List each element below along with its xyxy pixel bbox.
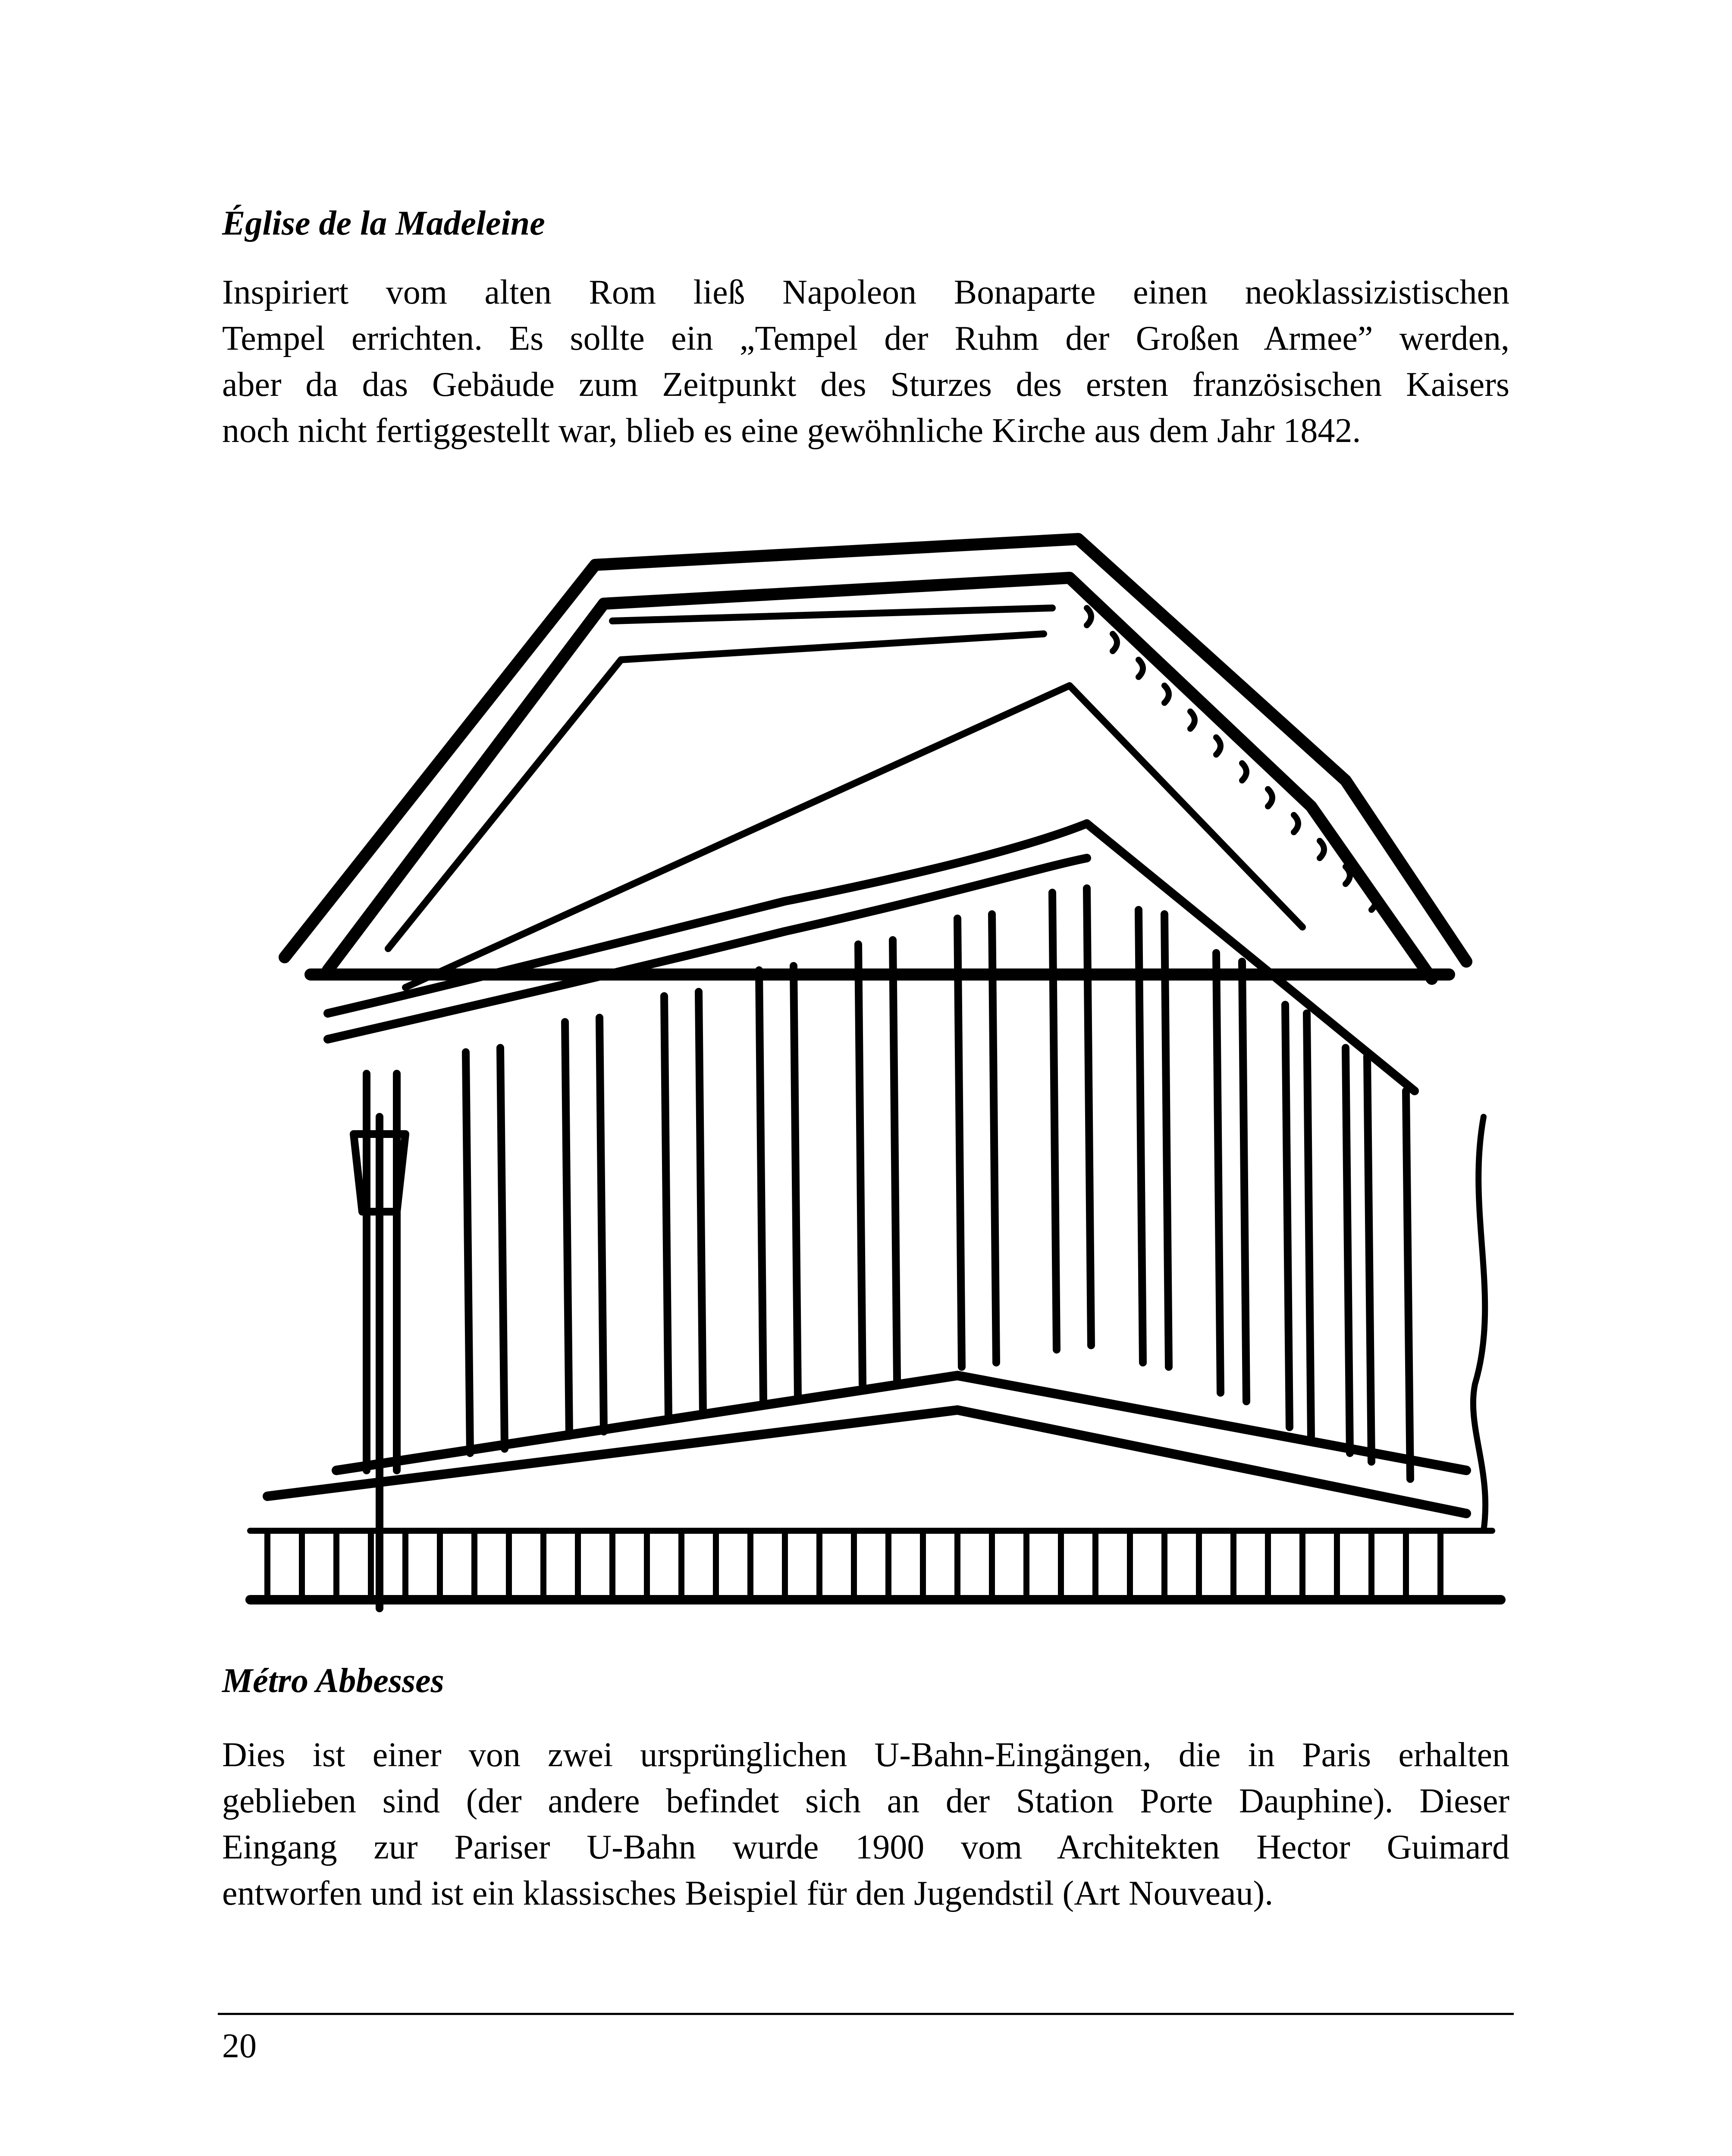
section-paragraph-madeleine <box>222 270 1509 454</box>
paragraph-line: Inspiriert vom alten Rom ließ Napoleon Bonaparte einen neoklassizistischen <box>222 273 1509 311</box>
paragraph-line: entworfen und ist ein klassisches Beispiel für den Jugendstil (Art Nouveau). <box>222 1874 1274 1912</box>
paragraph-line: Eingang zur Pariser U-Bahn wurde 1900 vom Architekten Hector Guimard <box>222 1828 1509 1866</box>
paragraph-line: Tempel errichten. Es sollte ein „Tempel der Ruhm der Großen Armee” werden, <box>222 320 1509 357</box>
frieze-band <box>328 824 1415 1091</box>
cornice-dentils <box>1087 608 1376 910</box>
page-number: 20 <box>222 2027 257 2065</box>
section-heading-metro-abbesses: Métro Abbesses <box>222 1662 444 1700</box>
paragraph-line: aber da das Gebäude zum Zeitpunkt des Sturzes des ersten französischen Kaisers <box>222 366 1509 404</box>
tree-outline <box>1473 1117 1485 1531</box>
railing <box>250 1531 1492 1600</box>
footer-divider <box>218 2013 1514 2015</box>
section-heading-madeleine: Église de la Madeleine <box>222 204 545 242</box>
paragraph-line: noch nicht fertiggestellt war, blieb es eine gewöhnliche Kirche aus dem Jahr 1842. <box>222 412 1361 450</box>
paragraph-line: geblieben sind (der andere befindet sich an der Station Porte Dauphine). Dieser <box>222 1782 1509 1820</box>
madeleine-church-illustration <box>224 479 1518 1634</box>
section-paragraph-metro-abbesses <box>222 1732 1509 1917</box>
paragraph-line: Dies ist einer von zwei ursprünglichen U-Bahn-Eingängen, die in Paris erhalten <box>222 1736 1509 1774</box>
